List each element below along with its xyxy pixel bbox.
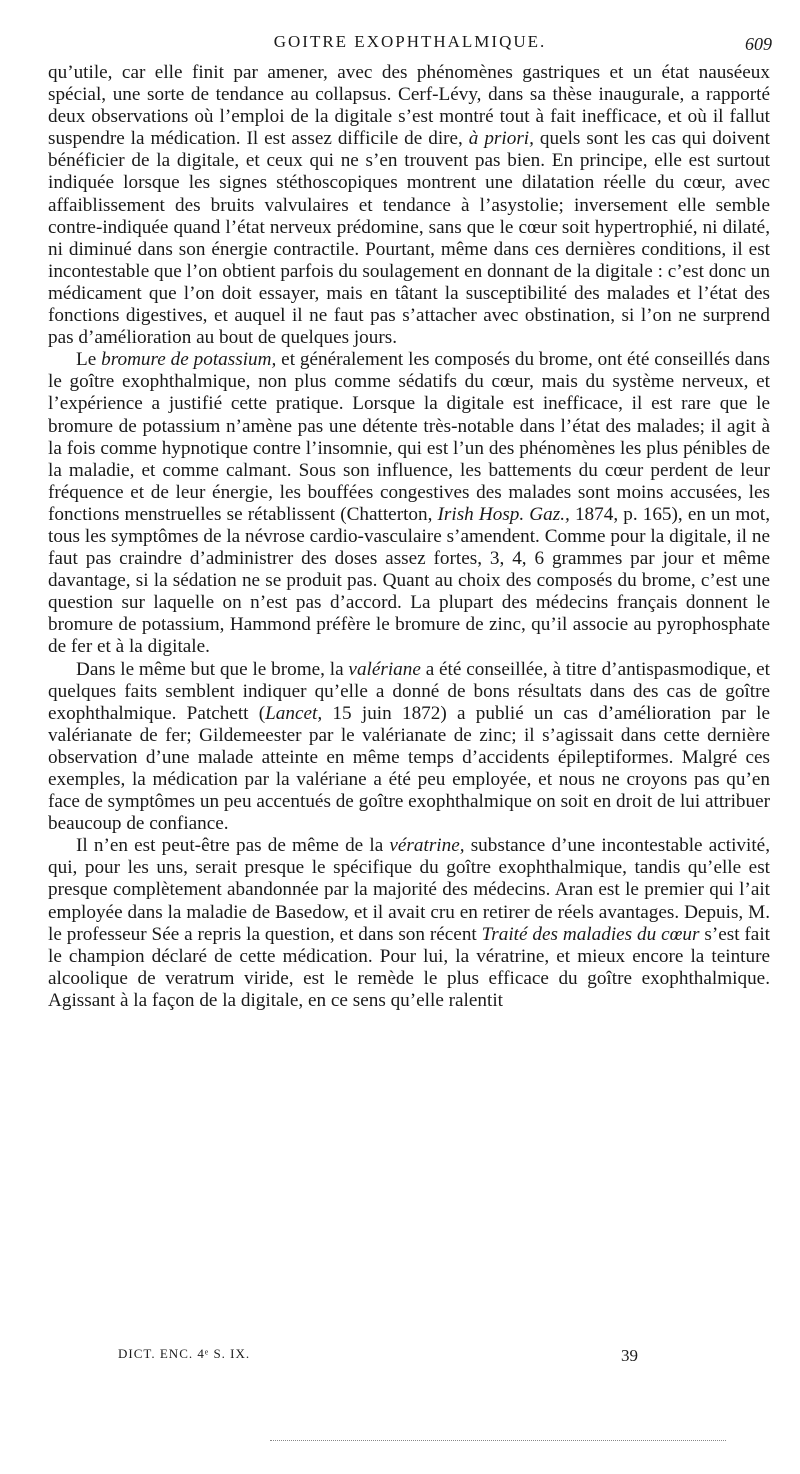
bottom-dotted-rule [270, 1440, 726, 1441]
page-number: 609 [745, 34, 772, 54]
text-run: a été conseillée, à titre d’antispasmodique, et quelques faits semblent indiquer qu’elle a donné de bons résultats dans des cas de goître exophthalmique. Patchett ( [48, 658, 770, 724]
italic-run: à priori, [468, 128, 534, 150]
text-run: Il n’en est peut-être pas de même de la [76, 835, 390, 857]
printer-signature: DICT. ENC. 4ᵉ S. IX. [118, 1346, 251, 1361]
page-footer [48, 1346, 772, 1374]
text-run: quels sont les cas qui doivent bénéficier de la digitale, et ceux qui ne s’en trouvent pas bien. En principe, elle est surtout indiquée lorsque les signes stéthoscopiques montrent une dilatation réelle du cœur, avec affaiblissement des bruits valvulaires et tendance à l’asystolie; inversement elle semble contre-indiquée quand l’état nerveux prédomine, sans que le cœur soit hypertrophié, ni dilaté, ni diminué dans son énergie contractile. Pourtant, même dans ces dernières conditions, il est incontestable que l’on obtient parfois du soulagement en donnant de la digitale : c’est donc un médicament que l’on doit essayer, mais en tâtant la susceptibilité des malades et l’état des fonctions digestives, et auquel il ne faut pas s’attacher avec obstination, si l’on ne surprend pas d’amélioration au bout de quelques jours. [48, 128, 770, 349]
italic-run: Traité des maladies du cœur [481, 923, 700, 945]
body-text [48, 62, 770, 1012]
text-run: Le [76, 349, 102, 371]
text-run: qu’utile, car elle finit par amener, avec des phénomènes gastriques et un état nauséeux spécial, une sorte de tendance au collapsus. Cerf-Lévy, dans sa thèse inaugurale, a rapporté deux observations où l’emploi de la digitale s’est montré tout à fait inefficace, et où il fallut suspendre la médication. Il est assez difficile de dire, [48, 62, 770, 150]
page-header [48, 30, 772, 56]
paragraph-digitale [48, 62, 770, 349]
paragraph-bromure [48, 349, 770, 658]
italic-run: valériane [348, 658, 421, 680]
text-run: 15 juin 1872) a publié un cas d’amélioration par le valérianate de fer; Gildemeester par le valérianate de zinc; il s’agissait dans cette dernière observation d’une malade atteinte en même temps d’accidents épileptiformes. Malgré ces exemples, la médication par la valériane a été peu employée, et nous ne croyons pas qu’en face de symptômes un peu accentués de goître exophthalmique on soit en droit de lui attribuer beaucoup de confiance. [48, 702, 770, 835]
italic-run: bromure de potassium, [101, 349, 277, 371]
text-run: 1874, p. 165), en un mot, tous les symptômes de la névrose cardio-vasculaire s’amendent. Comme pour la digitale, il ne faut pas craindre d’administrer des doses assez fortes, 3, 4, 6 grammes par jour et même davantage, si la sédation ne se produit pas. Quant au choix des composés du brome, c’est une question sur laquelle on n’est pas d’accord. La plupart des médecins français donnent le bromure de potassium, Hammond préfère le bromure de zinc, qu’il associe au pyrophosphate de fer et à la digitale. [48, 503, 770, 658]
text-run: et généralement les composés du brome, ont été conseillés dans le goître exophthalmique, non plus comme sédatifs du cœur, mais du système nerveux, et l’expérience a justifié cette pratique. Lorsque la digitale est inefficace, il est rare que le bromure de potassium n’amène pas une détente très-notable dans l’état des malades; il agit à la fois comme hypnotique contre l’insomnie, qui est l’un des phénomènes les plus pénibles de la maladie, et comme calmant. Sous son influence, les battements du cœur perdent de leur fréquence et de leur énergie, les bouffées congestives des malades sont moins accusées, les fonctions menstruelles se rétablissent (Chatterton, [48, 349, 770, 525]
italic-run: Irish Hosp. Gaz., [437, 503, 570, 525]
text-run: Dans le même but que le brome, la [76, 658, 349, 680]
italic-run: vératrine, [389, 835, 465, 857]
running-title: GOITRE EXOPHTHALMIQUE. [273, 32, 547, 51]
text-run: s’est fait le champion déclaré de cette médication. Pour lui, la vératrine, et mieux encore la teinture alcoolique de veratrum viride, est le remède le plus efficace du goître exophthalmique. Agissant à la façon de la digitale, en ce sens qu’elle ralentit [48, 923, 770, 1011]
paragraph-valeriane [48, 659, 770, 836]
sheet-number: 39 [621, 1346, 638, 1365]
paragraph-veratrine [48, 835, 770, 1012]
italic-run: Lancet, [265, 702, 323, 724]
text-run: substance d’une incontestable activité, qui, pour les uns, serait presque le spécifique du goître exophthalmique, tandis qu’elle est presque complètement abandonnée par la majorité des médecins. Aran est le premier qui l’ait employée dans la maladie de Basedow, et il avait cru en retirer de réels avantages. Depuis, M. le professeur Sée a repris la question, et dans son récent [48, 835, 770, 945]
